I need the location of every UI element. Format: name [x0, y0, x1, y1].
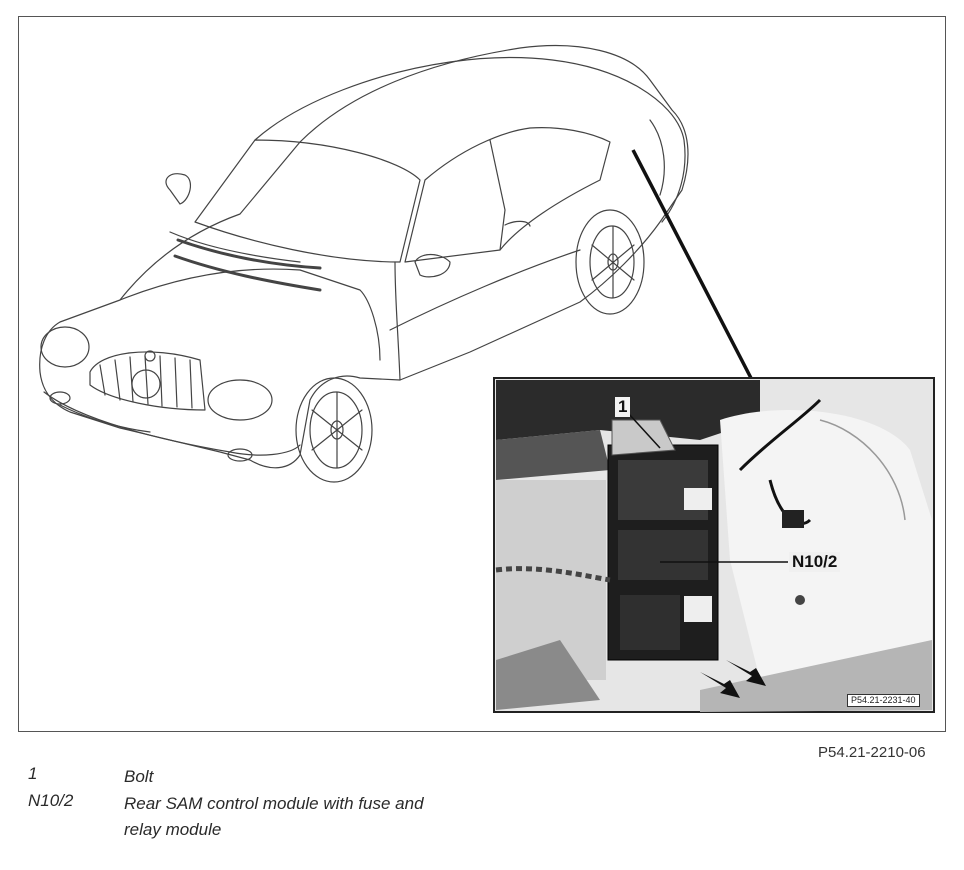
figure-reference: P54.21-2210-06 — [818, 744, 926, 761]
windshield — [195, 140, 420, 262]
legend-text: Rear SAM control module with fuse and relay module — [124, 794, 424, 839]
legend-key: 1 — [28, 764, 38, 783]
left-mirror — [166, 174, 190, 204]
leader-line — [633, 150, 752, 380]
left-headlight — [41, 327, 89, 367]
legend-key: N10/2 — [28, 791, 74, 810]
right-mirror — [415, 255, 450, 277]
inset-photo — [494, 378, 934, 712]
legend-text: Bolt — [124, 767, 154, 786]
photo-reference: P54.21-2231-40 — [847, 694, 920, 707]
callout-module: N10/2 — [789, 552, 840, 572]
side-windows — [405, 128, 610, 262]
callout-bolt: 1 — [615, 397, 630, 417]
front-wheel — [296, 378, 372, 482]
hood — [120, 269, 380, 360]
right-headlight — [208, 380, 272, 420]
rear-wheel — [576, 210, 644, 314]
